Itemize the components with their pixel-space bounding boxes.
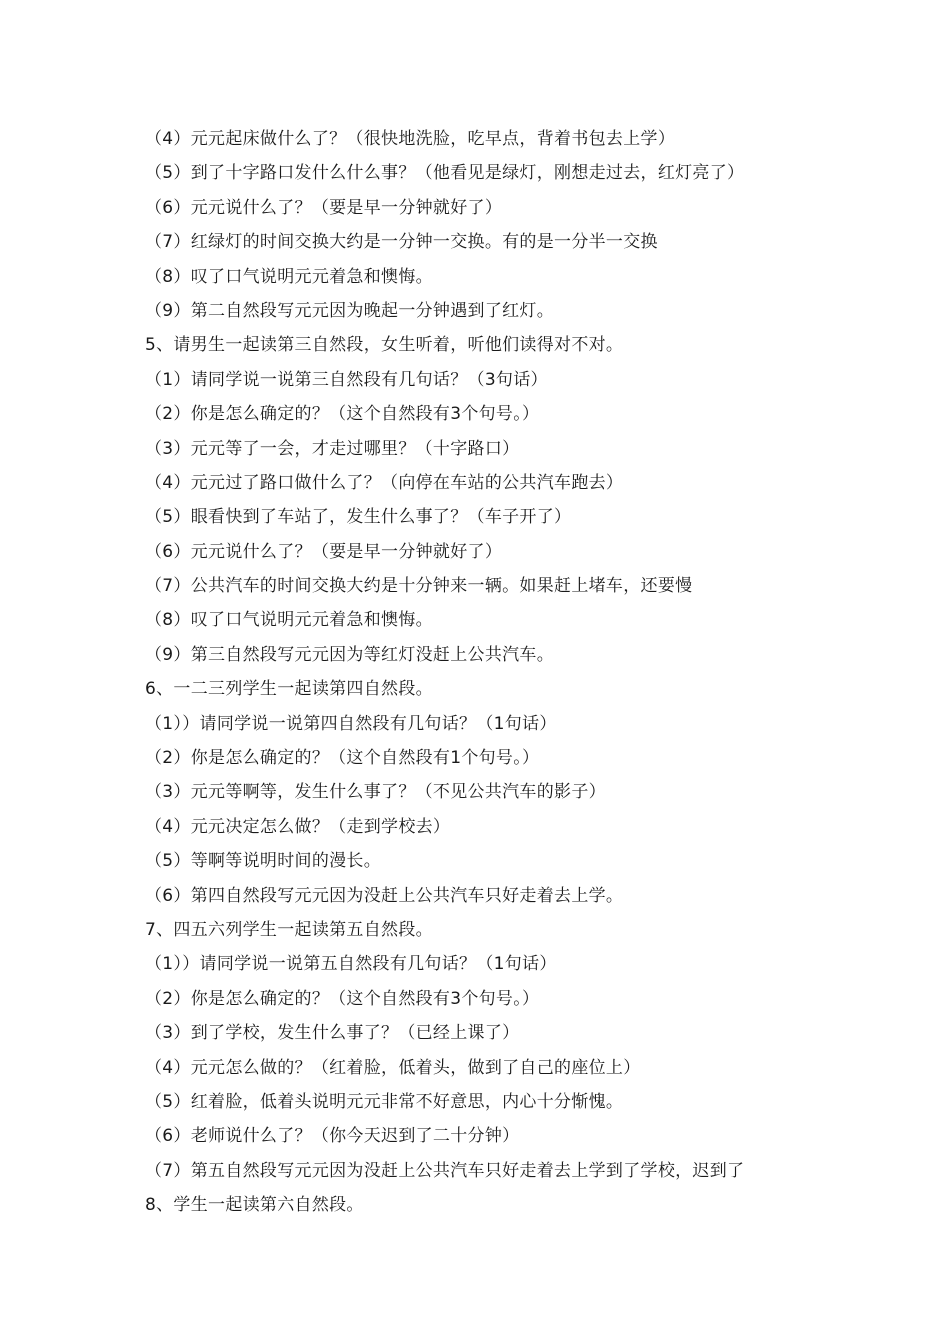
question-line: （1））请同学说一说第四自然段有几句话？（1句话） — [145, 713, 557, 734]
question-line: （9）第二自然段写元元因为晚起一分钟遇到了红灯。 — [145, 300, 555, 321]
question-line: （1））请同学说一说第五自然段有几句话？（1句话） — [145, 954, 557, 975]
document-page — [0, 122, 950, 1223]
question-line: （9）第三自然段写元元因为等红灯没赶上公共汽车。 — [145, 644, 555, 665]
question-line: （3）元元等了一会，才走过哪里？（十字路口） — [145, 438, 520, 459]
question-line: （1）请同学说一说第三自然段有几句话？（3句话） — [145, 369, 548, 390]
question-line: （2）你是怎么确定的？（这个自然段有3个句号。） — [145, 988, 540, 1009]
section-heading: 5、请男生一起读第三自然段，女生听着，听他们读得对不对。 — [145, 335, 624, 356]
section-heading: 7、四五六列学生一起读第五自然段。 — [145, 919, 433, 940]
question-line: （3）到了学校，发生什么事了？（已经上课了） — [145, 1023, 520, 1044]
question-line: （4）元元起床做什么了？（很快地洗脸，吃早点，背着书包去上学） — [145, 129, 676, 149]
question-line: （8）叹了口气说明元元着急和懊悔。 — [145, 266, 433, 287]
section-heading: 8、学生一起读第六自然段。 — [145, 1195, 364, 1216]
question-line: （7）红绿灯的时间交换大约是一分钟一交换。有的是一分半一交换 — [145, 232, 658, 253]
question-line: （6）老师说什么了？（你今天迟到了二十分钟） — [145, 1126, 520, 1147]
question-line: （5）眼看快到了车站了，发生什么事了？（车子开了） — [145, 507, 572, 528]
question-line: （6）元元说什么了？（要是早一分钟就好了） — [145, 541, 503, 562]
question-line: （8）叹了口气说明元元着急和懊悔。 — [145, 610, 433, 631]
question-line: （7）公共汽车的时间交换大约是十分钟来一辆。如果赶上堵车，还要慢 — [145, 576, 693, 597]
question-line: （2）你是怎么确定的？（这个自然段有1个句号。） — [145, 748, 540, 769]
question-line: （2）你是怎么确定的？（这个自然段有3个句号。） — [145, 404, 540, 425]
question-line: （5）到了十字路口发什么什么事？（他看见是绿灯，刚想走过去，红灯亮了） — [145, 163, 745, 184]
question-line: （5）红着脸，低着头说明元元非常不好意思，内心十分惭愧。 — [145, 1091, 624, 1112]
question-line: （6）元元说什么了？（要是早一分钟就好了） — [145, 197, 503, 218]
question-line: （4）元元过了路口做什么了？（向停在车站的公共汽车跑去） — [145, 472, 624, 493]
question-line: （3）元元等啊等，发生什么事了？（不见公共汽车的影子） — [145, 782, 606, 803]
section-heading: 6、一二三列学生一起读第四自然段。 — [145, 679, 433, 700]
question-line: （6）第四自然段写元元因为没赶上公共汽车只好走着去上学。 — [145, 885, 624, 906]
question-line: （7）第五自然段写元元因为没赶上公共汽车只好走着去上学到了学校，迟到了 — [145, 1160, 745, 1181]
question-line: （5）等啊等说明时间的漫长。 — [145, 851, 382, 872]
question-line: （4）元元决定怎么做？（走到学校去） — [145, 816, 451, 837]
question-line: （4）元元怎么做的？（红着脸，低着头，做到了自己的座位上） — [145, 1057, 641, 1078]
